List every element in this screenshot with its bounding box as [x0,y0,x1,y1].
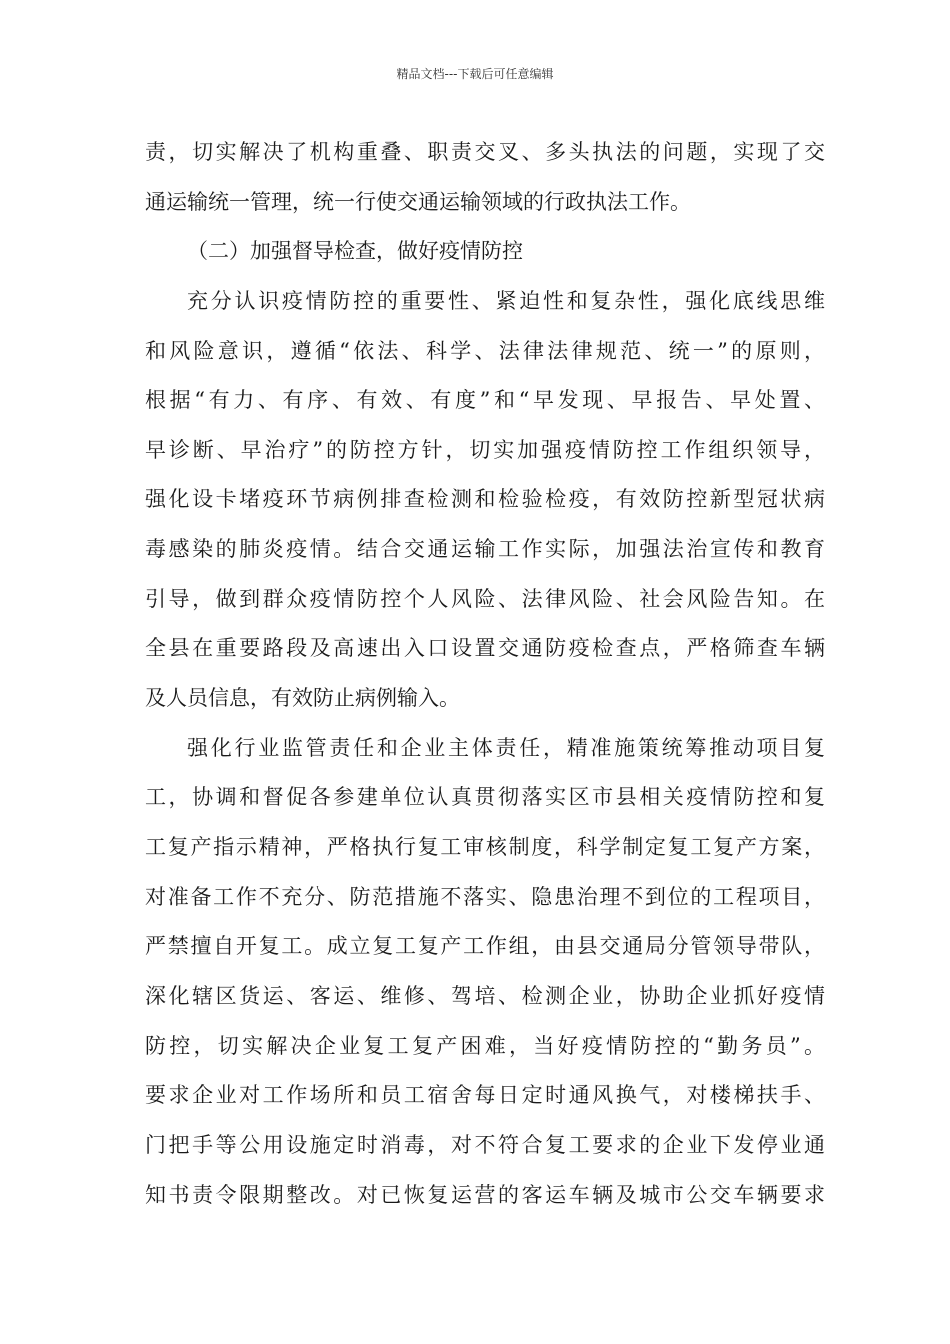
page-header: 精品文档---下载后可任意编辑 [396,67,554,81]
text-line: 充分认识疫情防控的重要性、紧迫性和复杂性，强化底线思维 [187,289,825,313]
text-line: 严禁擅自开复工。成立复工复产工作组，由县交通局分管领导带队， [145,934,825,958]
text-line: 要求企业对工作场所和员工宿舍每日定时通风换气，对楼梯扶手、 [145,1083,825,1107]
text-line: 早诊断、早治疗”的防控方针，切实加强疫情防控工作组织领导， [145,438,825,462]
text-line: 强化行业监管责任和企业主体责任，精准施策统筹推动项目复 [187,736,825,760]
text-line: 和风险意识，遵循“依法、科学、法律法律规范、统一”的原则， [145,339,825,363]
text-line: 通运输统一管理，统一行使交通运输领域的行政执法工作。 [145,190,691,214]
text-line: 防控，切实解决企业复工复产困难，当好疫情防控的“勤务员”。 [145,1034,825,1058]
text-line: 责，切实解决了机构重叠、职责交叉、多头执法的问题，实现了交 [145,140,825,164]
text-line: 强化设卡堵疫环节病例排查检测和检验检疫，有效防控新型冠状病 [145,487,825,511]
text-line: 深化辖区货运、客运、维修、驾培、检测企业，协助企业抓好疫情 [145,984,825,1008]
text-line: 及人员信息，有效防止病例输入。 [145,686,460,710]
text-line: 对准备工作不充分、防范措施不落实、隐患治理不到位的工程项目， [145,885,825,909]
text-line: 根据“有力、有序、有效、有度”和“早发现、早报告、早处置、 [145,388,825,412]
section-heading: （二）加强督导检查，做好疫情防控 [187,239,523,263]
text-line: 工复产指示精神，严格执行复工审核制度，科学制定复工复产方案， [145,835,825,859]
text-line: 工，协调和督促各参建单位认真贯彻落实区市县相关疫情防控和复 [145,785,825,809]
text-line: 毒感染的肺炎疫情。结合交通运输工作实际，加强法治宣传和教育 [145,537,825,561]
text-line: 引导，做到群众疫情防控个人风险、法律风险、社会风险告知。在 [145,587,825,611]
text-line: 全县在重要路段及高速出入口设置交通防疫检查点，严格筛查车辆 [145,636,825,660]
text-line: 门把手等公用设施定时消毒，对不符合复工要求的企业下发停业通 [145,1133,825,1157]
text-line: 知书责令限期整改。对已恢复运营的客运车辆及城市公交车辆要求 [145,1183,825,1207]
